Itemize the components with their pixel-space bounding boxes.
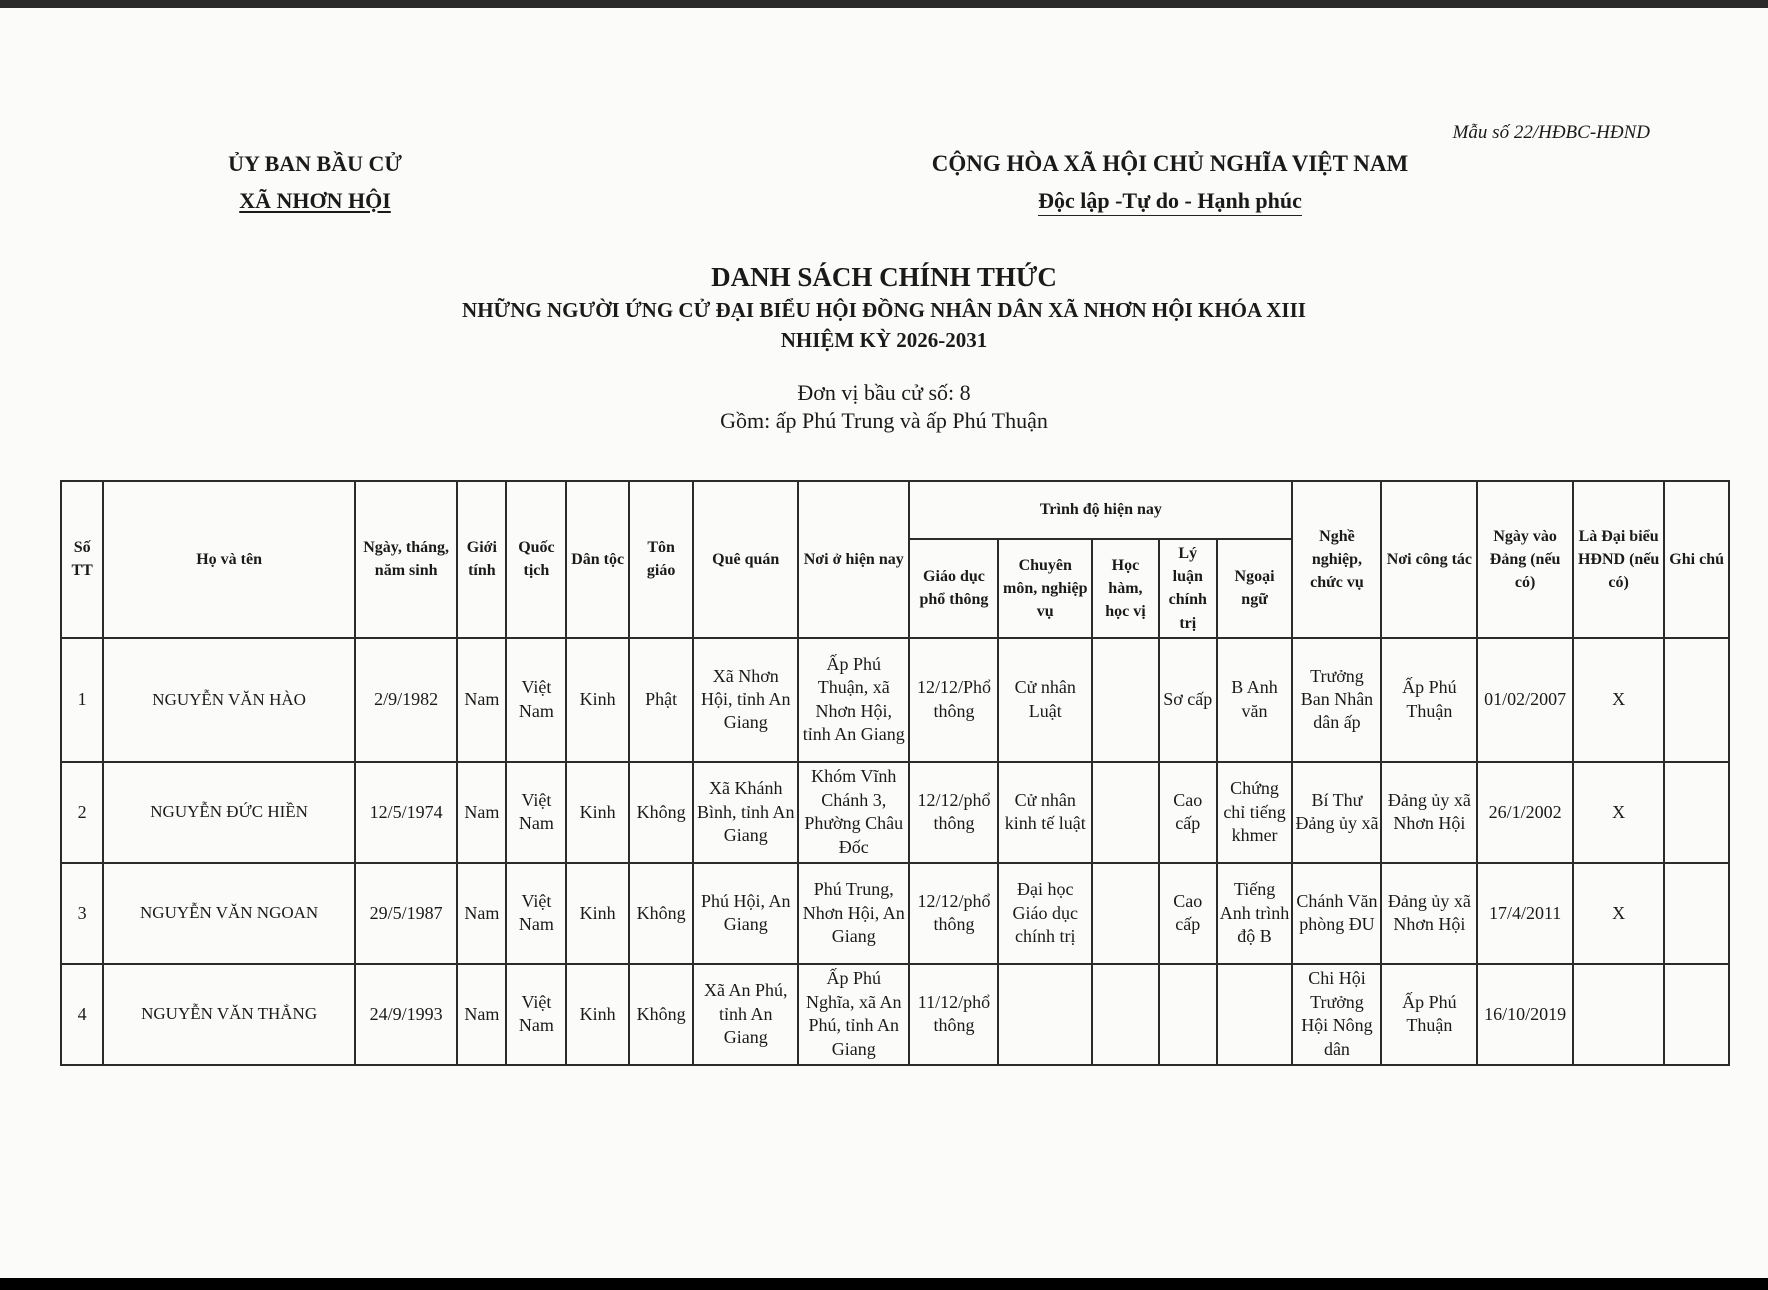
header-party-date: Ngày vào Đảng (nếu có) (1477, 481, 1573, 638)
header-nationality: Quốc tịch (506, 481, 566, 638)
header-ethnicity: Dân tộc (566, 481, 628, 638)
cell-politics: Sơ cấp (1159, 638, 1217, 762)
cell-ethnicity: Kinh (566, 638, 628, 762)
cell-name: NGUYỄN ĐỨC HIỀN (103, 762, 355, 863)
national-title: CỘNG HÒA XÃ HỘI CHỦ NGHĨA VIỆT NAM (931, 151, 1409, 176)
header-politics: Lý luận chính trị (1159, 539, 1217, 638)
form-number: Mẫu số 22/HĐBC-HĐND (1452, 122, 1650, 143)
cell-hometown: Phú Hội, An Giang (693, 863, 798, 964)
org-name: ỦY BAN BẦU CỬ (228, 151, 402, 176)
electoral-unit: Đơn vị bầu cử số: 8 (797, 380, 971, 405)
cell-party-date: 16/10/2019 (1477, 964, 1573, 1065)
national-motto (880, 188, 1460, 214)
cell-gender: Nam (457, 863, 506, 964)
header-general-edu: Giáo dục phổ thông (909, 539, 998, 638)
cell-ethnicity: Kinh (566, 863, 628, 964)
header-dob: Ngày, tháng, năm sinh (355, 481, 457, 638)
cell-specialty: Cử nhân Luật (998, 638, 1092, 762)
cell-academic (1092, 762, 1159, 863)
header-language: Ngoại ngữ (1217, 539, 1293, 638)
cell-workplace: Ấp Phú Thuận (1381, 964, 1477, 1065)
cell-politics (1159, 964, 1217, 1065)
cell-dob: 2/9/1982 (355, 638, 457, 762)
cell-occupation: Chánh Văn phòng ĐU (1292, 863, 1381, 964)
cell-academic (1092, 863, 1159, 964)
cell-name: NGUYỄN VĂN NGOAN (103, 863, 355, 964)
cell-residence: Ấp Phú Nghĩa, xã An Phú, tỉnh An Giang (798, 964, 909, 1065)
cell-dob: 29/5/1987 (355, 863, 457, 964)
cell-workplace: Đảng ủy xã Nhơn Hội (1381, 863, 1477, 964)
table-row (61, 762, 1729, 863)
cell-nationality: Việt Nam (506, 863, 566, 964)
header-specialty: Chuyên môn, nghiệp vụ (998, 539, 1092, 638)
header-workplace: Nơi công tác (1381, 481, 1477, 638)
cell-residence: Khóm Vĩnh Chánh 3, Phường Châu Đốc (798, 762, 909, 863)
cell-specialty: Cử nhân kinh tế luật (998, 762, 1092, 863)
cell-dob: 12/5/1974 (355, 762, 457, 863)
cell-is-delegate: X (1573, 863, 1664, 964)
header-is-delegate: Là Đại biểu HĐND (nếu có) (1573, 481, 1664, 638)
table-header-row (61, 481, 1729, 539)
org-commune-text: XÃ NHƠN HỘI (239, 188, 391, 213)
cell-language: Tiếng Anh trình độ B (1217, 863, 1293, 964)
cell-is-delegate: X (1573, 638, 1664, 762)
document-term: NHIỆM KỲ 2026-2031 (780, 328, 988, 352)
cell-religion: Phật (629, 638, 694, 762)
cell-name: NGUYỄN VĂN HÀO (103, 638, 355, 762)
document-title: DANH SÁCH CHÍNH THỨC (711, 262, 1057, 292)
cell-ethnicity: Kinh (566, 964, 628, 1065)
cell-is-delegate (1573, 964, 1664, 1065)
cell-general-edu: 11/12/phổ thông (909, 964, 998, 1065)
scan-bottom-border (0, 1278, 1768, 1290)
cell-religion: Không (629, 762, 694, 863)
cell-stt: 3 (61, 863, 103, 964)
cell-gender: Nam (457, 638, 506, 762)
document-subtitle: NHỮNG NGƯỜI ỨNG CỬ ĐẠI BIỂU HỘI ĐỒNG NHÂN DÂN XÃ NHƠN HỘI KHÓA XIII (462, 298, 1306, 322)
cell-language (1217, 964, 1293, 1065)
table-row (61, 638, 1729, 762)
header-stt: Số TT (61, 481, 103, 638)
header-religion: Tôn giáo (629, 481, 694, 638)
cell-gender: Nam (457, 762, 506, 863)
cell-occupation: Chi Hội Trưởng Hội Nông dân (1292, 964, 1381, 1065)
cell-specialty: Đại học Giáo dục chính trị (998, 863, 1092, 964)
cell-stt: 4 (61, 964, 103, 1065)
cell-note (1664, 863, 1729, 964)
cell-hometown: Xã An Phú, tỉnh An Giang (693, 964, 798, 1065)
cell-stt: 1 (61, 638, 103, 762)
table-row (61, 863, 1729, 964)
cell-nationality: Việt Nam (506, 762, 566, 863)
header-academic: Học hàm, học vị (1092, 539, 1159, 638)
cell-note (1664, 964, 1729, 1065)
cell-religion: Không (629, 863, 694, 964)
electoral-unit-scope: Gồm: ấp Phú Trung và ấp Phú Thuận (720, 408, 1048, 433)
header-occupation: Nghề nghiệp, chức vụ (1292, 481, 1381, 638)
cell-party-date: 01/02/2007 (1477, 638, 1573, 762)
cell-nationality: Việt Nam (506, 964, 566, 1065)
cell-hometown: Xã Khánh Bình, tỉnh An Giang (693, 762, 798, 863)
cell-occupation: Trưởng Ban Nhân dân ấp (1292, 638, 1381, 762)
cell-party-date: 17/4/2011 (1477, 863, 1573, 964)
cell-language: B Anh văn (1217, 638, 1293, 762)
cell-note (1664, 762, 1729, 863)
cell-gender: Nam (457, 964, 506, 1065)
table-row (61, 964, 1729, 1065)
cell-specialty (998, 964, 1092, 1065)
header-name: Họ và tên (103, 481, 355, 638)
cell-religion: Không (629, 964, 694, 1065)
cell-nationality: Việt Nam (506, 638, 566, 762)
national-motto-text: Độc lập -Tự do - Hạnh phúc (1038, 188, 1302, 216)
cell-ethnicity: Kinh (566, 762, 628, 863)
cell-stt: 2 (61, 762, 103, 863)
header-residence: Nơi ở hiện nay (798, 481, 909, 638)
header-hometown: Quê quán (693, 481, 798, 638)
cell-general-edu: 12/12/Phổ thông (909, 638, 998, 762)
cell-occupation: Bí Thư Đảng ủy xã (1292, 762, 1381, 863)
cell-dob: 24/9/1993 (355, 964, 457, 1065)
cell-academic (1092, 638, 1159, 762)
cell-workplace: Đảng ủy xã Nhơn Hội (1381, 762, 1477, 863)
cell-hometown: Xã Nhơn Hội, tỉnh An Giang (693, 638, 798, 762)
cell-general-edu: 12/12/phổ thông (909, 762, 998, 863)
header-gender: Giới tính (457, 481, 506, 638)
scan-top-border (0, 0, 1768, 8)
cell-residence: Ấp Phú Thuận, xã Nhơn Hội, tỉnh An Giang (798, 638, 909, 762)
cell-politics: Cao cấp (1159, 863, 1217, 964)
header-note: Ghi chú (1664, 481, 1729, 638)
cell-language: Chứng chỉ tiếng khmer (1217, 762, 1293, 863)
cell-workplace: Ấp Phú Thuận (1381, 638, 1477, 762)
cell-name: NGUYỄN VĂN THẮNG (103, 964, 355, 1065)
cell-party-date: 26/1/2002 (1477, 762, 1573, 863)
org-commune (170, 188, 460, 214)
cell-academic (1092, 964, 1159, 1065)
candidate-table (60, 480, 1730, 1066)
cell-is-delegate: X (1573, 762, 1664, 863)
header-education-group: Trình độ hiện nay (909, 481, 1292, 539)
cell-residence: Phú Trung, Nhơn Hội, An Giang (798, 863, 909, 964)
cell-politics: Cao cấp (1159, 762, 1217, 863)
cell-general-edu: 12/12/phổ thông (909, 863, 998, 964)
cell-note (1664, 638, 1729, 762)
